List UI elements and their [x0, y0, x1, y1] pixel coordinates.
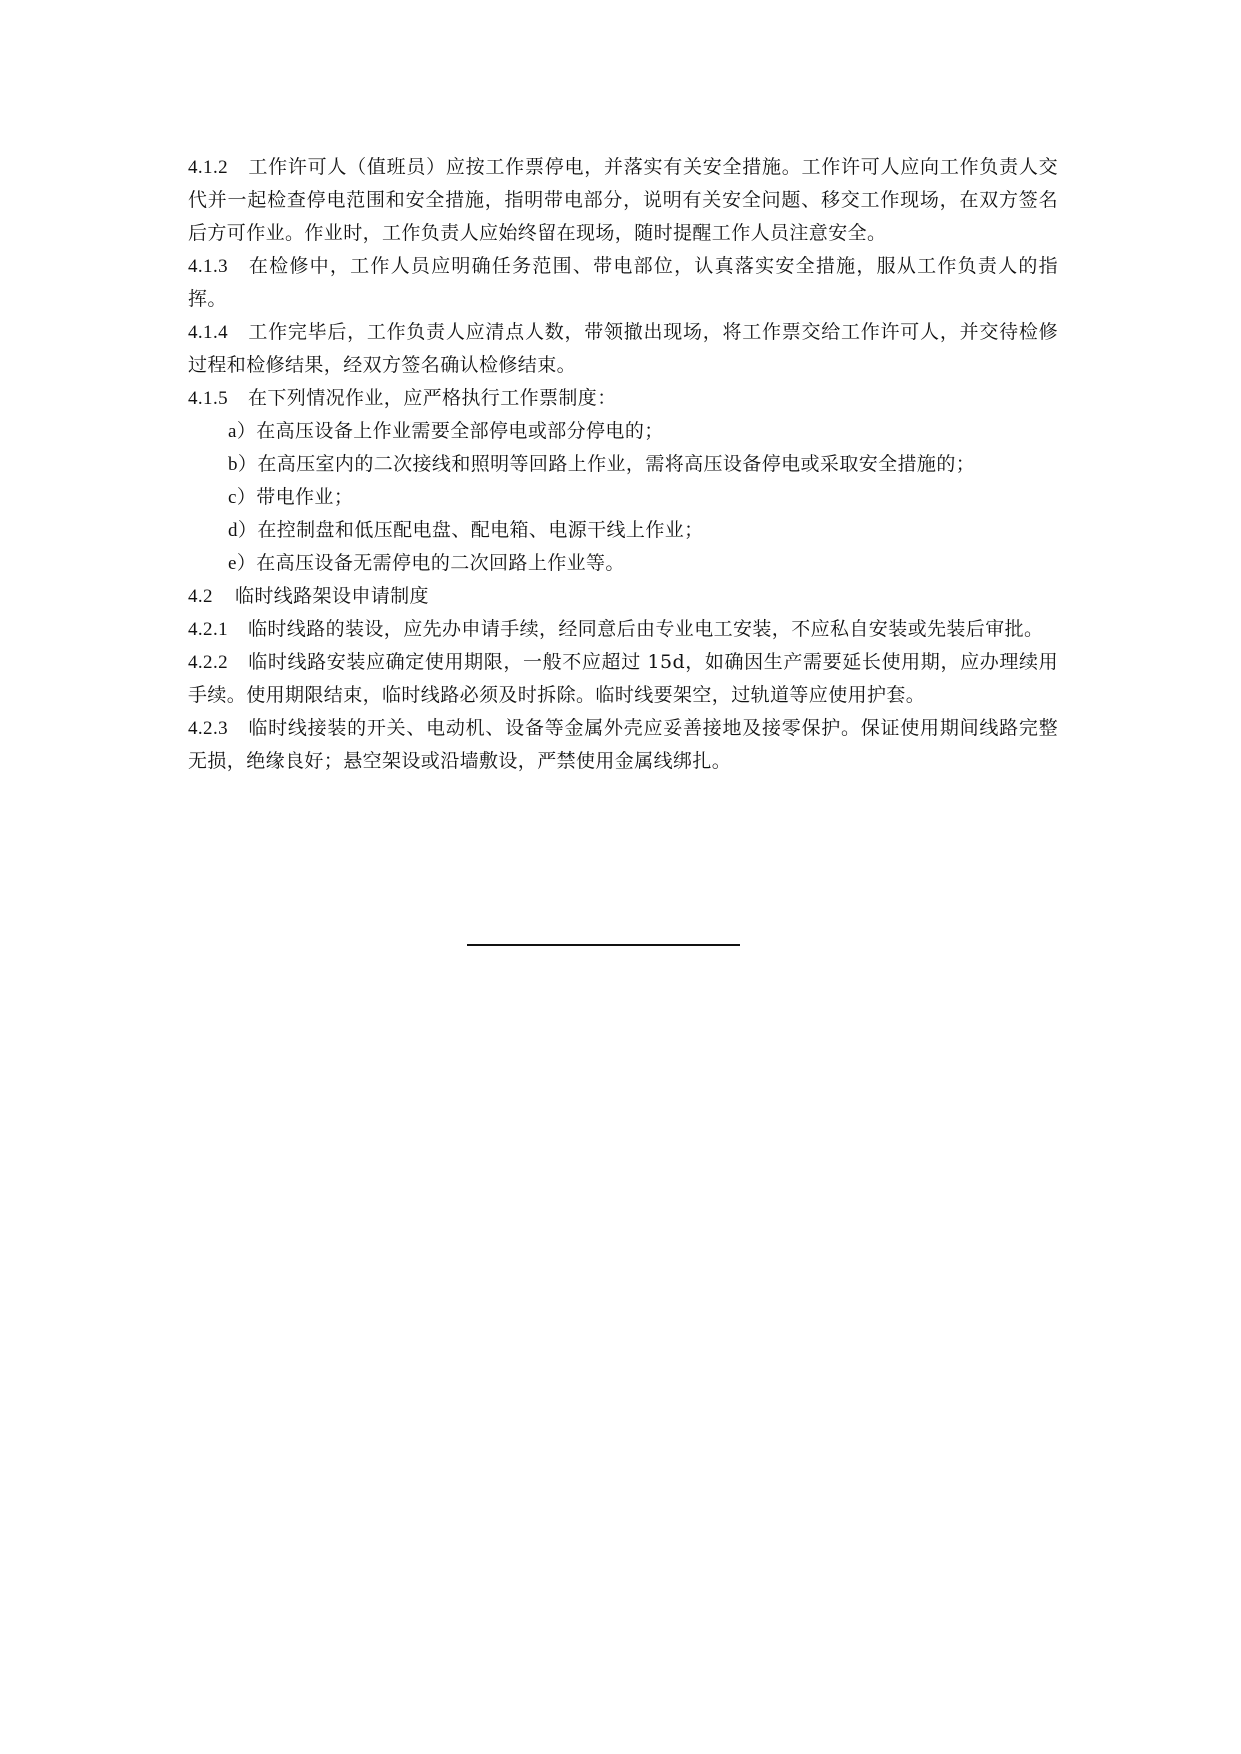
- list-marker: b）: [228, 454, 258, 475]
- clause-4-1-4: [188, 316, 1058, 382]
- document-body: [188, 151, 1058, 778]
- clause-text: 临时线路安装应确定使用期限，一般不应超过 15d，如确因生产需要延长使用期，应办理续用手续。使用期限结束，临时线路必须及时拆除。临时线要架空，过轨道等应使用护套。: [188, 651, 1058, 706]
- list-marker: d）: [228, 520, 258, 541]
- clause-number: 4.2.2: [188, 652, 228, 673]
- clause-number: 4.1.4: [188, 322, 228, 343]
- list-marker: c）: [228, 487, 257, 508]
- end-of-document-rule: [467, 944, 740, 946]
- list-item: [188, 481, 1058, 514]
- clause-text: 临时线接装的开关、电动机、设备等金属外壳应妥善接地及接零保护。保证使用期间线路完整无损，绝缘良好；悬空架设或沿墙敷设，严禁使用金属线绑扎。: [188, 717, 1058, 772]
- list-item: [188, 448, 1058, 481]
- clause-text: 工作完毕后，工作负责人应清点人数，带领撤出现场，将工作票交给工作许可人，并交待检修过程和检修结果，经双方签名确认检修结束。: [188, 321, 1058, 376]
- clause-4-2-1: [188, 613, 1058, 646]
- clause-number: 4.2.3: [188, 718, 228, 739]
- clause-number: 4.1.3: [188, 256, 228, 277]
- section-number: 4.2: [188, 586, 213, 607]
- list-item-text: 在高压设备上作业需要全部停电或部分停电的；: [256, 420, 664, 442]
- list-item-text: 带电作业；: [256, 486, 354, 508]
- clause-4-2-3: [188, 712, 1058, 778]
- clause-text: 工作许可人（值班员）应按工作票停电，并落实有关安全措施。工作许可人应向工作负责人交代并一起检查停电范围和安全措施，指明带电部分，说明有关安全问题、移交工作现场，在双方签名后方可作业。作业时，工作负责人应始终留在现场，随时提醒工作人员注意安全。: [188, 156, 1058, 244]
- list-marker: a）: [228, 421, 257, 442]
- list-item-text: 在控制盘和低压配电盘、配电箱、电源干线上作业；: [257, 519, 704, 541]
- list-item: [188, 547, 1058, 580]
- list-item-text: 在高压设备无需停电的二次回路上作业等。: [256, 552, 625, 574]
- clause-text: 在检修中，工作人员应明确任务范围、带电部位，认真落实安全措施，服从工作负责人的指挥。: [188, 255, 1058, 310]
- clause-4-1-5: [188, 382, 1058, 415]
- list-item: [188, 514, 1058, 547]
- clause-4-2-2: [188, 646, 1058, 712]
- section-title: 临时线路架设申请制度: [234, 585, 429, 607]
- clause-4-1-2: [188, 151, 1058, 250]
- clause-number: 4.2.1: [188, 619, 228, 640]
- list-item-text: 在高压室内的二次接线和照明等回路上作业，需将高压设备停电或采取安全措施的；: [257, 453, 976, 475]
- clause-number: 4.1.2: [188, 157, 228, 178]
- section-heading-4-2: [188, 580, 1058, 613]
- clause-number: 4.1.5: [188, 388, 228, 409]
- clause-text: 临时线路的装设，应先办申请手续，经同意后由专业电工安装，不应私自安装或先装后审批。: [248, 618, 1044, 640]
- clause-text: 在下列情况作业，应严格执行工作票制度：: [248, 387, 617, 409]
- clause-4-1-3: [188, 250, 1058, 316]
- list-item: [188, 415, 1058, 448]
- list-marker: e）: [228, 553, 257, 574]
